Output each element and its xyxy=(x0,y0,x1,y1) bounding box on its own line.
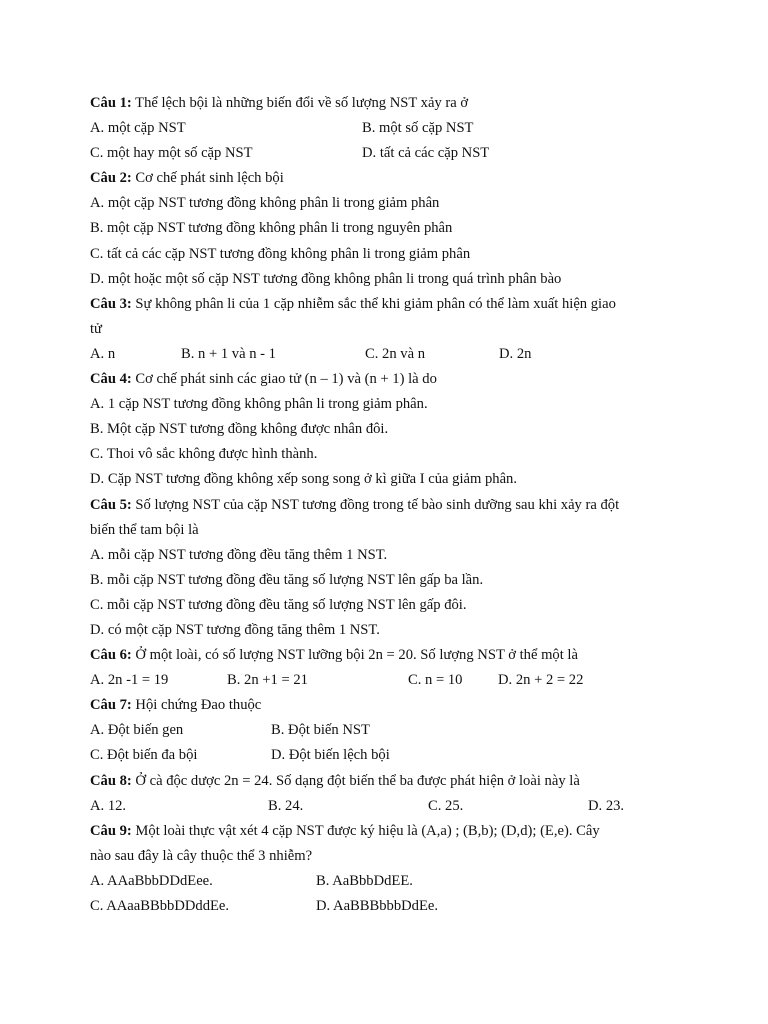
question-3-stem xyxy=(90,292,690,317)
question-3-options-row xyxy=(90,342,690,367)
question-6-label: Câu 6: xyxy=(90,647,132,664)
question-2-option-a: A. một cặp NST tương đồng không phân li trong giảm phân xyxy=(90,195,440,212)
question-3-label: Câu 3: xyxy=(90,295,132,312)
question-1-option-d: D. tất cả các cặp NST xyxy=(362,145,490,162)
question-1-stem xyxy=(90,91,690,116)
question-5-label: Câu 5: xyxy=(90,496,132,513)
question-9-option-c: C. AAaaBBbbDDddEe. xyxy=(90,898,230,914)
question-8-option-a: A. 12. xyxy=(90,797,127,814)
question-6-option-b: B. 2n +1 = 21 xyxy=(227,672,308,689)
question-8-option-b: B. 24. xyxy=(268,797,304,814)
question-8-option-d: D. 23. xyxy=(588,797,625,814)
question-3-option-a: A. n xyxy=(90,345,116,362)
question-6-option-a: A. 2n -1 = 19 xyxy=(90,672,169,689)
question-9-stem-continued: nào sau đây là cây thuộc thể 3 nhiễm? xyxy=(90,847,313,864)
question-8-option-c: C. 25. xyxy=(428,797,464,814)
question-9-label: Câu 9: xyxy=(90,822,132,839)
question-6-option-c: C. n = 10 xyxy=(408,672,463,689)
question-5-text: Số lượng NST của cặp NST tương đồng trong tế bào sinh dưỡng sau khi xảy ra đột xyxy=(135,496,620,513)
question-3-stem-continued: tử xyxy=(90,320,102,337)
question-5-option-d: D. có một cặp NST tương đồng tăng thêm 1 NST. xyxy=(90,621,380,638)
question-1-label: Câu 1: xyxy=(90,95,132,111)
question-7-options-row-1 xyxy=(90,718,690,743)
question-7-text: Hội chứng Đao thuộc xyxy=(135,697,262,714)
question-1-option-c: C. một hay một số cặp NST xyxy=(90,145,253,162)
question-2-stem xyxy=(90,166,690,191)
question-5-option-b: B. mỗi cặp NST tương đồng đều tăng số lượng NST lên gấp ba lần. xyxy=(90,571,484,588)
question-7-stem xyxy=(90,693,690,718)
question-1-option-b: B. một số cặp NST xyxy=(362,120,474,137)
question-4-stem xyxy=(90,367,690,392)
question-2-text: Cơ chế phát sinh lệch bội xyxy=(135,170,284,187)
question-9-text: Một loài thực vật xét 4 cặp NST được ký hiệu là (A,a) ; (B,b); (D,d); (E,e). Cây xyxy=(135,822,600,839)
question-3-option-c: C. 2n và n xyxy=(365,345,425,362)
question-3-option-d: D. 2n xyxy=(499,345,532,362)
question-4-text: Cơ chế phát sinh các giao tử (n – 1) và (n + 1) là do xyxy=(135,371,437,388)
question-2-option-d: D. một hoặc một số cặp NST tương đồng không phân li trong quá trình phân bào xyxy=(90,270,562,287)
question-7-option-a: A. Đột biến gen xyxy=(90,722,184,739)
question-7-option-c: C. Đột biến đa bội xyxy=(90,747,198,764)
question-7-label: Câu 7: xyxy=(90,697,132,714)
question-4-option-d: D. Cặp NST tương đồng không xếp song song ở kì giữa I của giảm phân. xyxy=(90,471,518,488)
question-3-option-b: B. n + 1 và n - 1 xyxy=(181,345,276,362)
question-4-label: Câu 4: xyxy=(90,371,132,388)
question-1-option-a: A. một cặp NST xyxy=(90,120,186,137)
question-1-options-row-1 xyxy=(90,116,690,141)
question-1-text: Thể lệch bội là những biến đổi về số lượng NST xảy ra ở xyxy=(135,95,469,111)
question-5-option-a: A. mỗi cặp NST tương đồng đều tăng thêm 1 NST. xyxy=(90,546,388,563)
question-9-option-a: A. AAaBbbDDdEee. xyxy=(90,872,213,889)
question-6-stem xyxy=(90,643,690,668)
question-5-stem xyxy=(90,493,690,518)
question-5-option-c: C. mỗi cặp NST tương đồng đều tăng số lượng NST lên gấp đôi. xyxy=(90,596,467,613)
question-7-option-b: B. Đột biến NST xyxy=(271,722,370,739)
question-9-stem xyxy=(90,819,690,844)
question-8-label: Câu 8: xyxy=(90,772,132,789)
question-5-stem-continued: biến thể tam bội là xyxy=(90,521,199,538)
question-4-option-a: A. 1 cặp NST tương đồng không phân li trong giảm phân. xyxy=(90,396,428,413)
question-4-option-c: C. Thoi vô sắc không được hình thành. xyxy=(90,446,318,463)
question-3-text: Sự không phân li của 1 cặp nhiễm sắc thể khi giảm phân có thể làm xuất hiện giao xyxy=(135,295,616,312)
quiz-page xyxy=(90,91,690,919)
question-7-option-d: D. Đột biến lệch bội xyxy=(271,747,390,764)
question-8-text: Ở cà độc dược 2n = 24. Số dạng đột biến thể ba được phát hiện ở loài này là xyxy=(135,772,580,789)
question-9-option-b: B. AaBbbDdEE. xyxy=(316,872,413,889)
question-9-option-d: D. AaBBBbbbDdEe. xyxy=(316,898,439,914)
question-7-options-row-2 xyxy=(90,743,690,768)
question-9-options-row-1 xyxy=(90,869,690,894)
question-6-option-d: D. 2n + 2 = 22 xyxy=(498,672,584,689)
question-6-text: Ở một loài, có số lượng NST lưỡng bội 2n = 20. Số lượng NST ở thể một là xyxy=(135,647,578,664)
question-6-options-row xyxy=(90,668,690,693)
question-4-option-b: B. Một cặp NST tương đồng không được nhân đôi. xyxy=(90,421,389,438)
question-2-option-b: B. một cặp NST tương đồng không phân li trong nguyên phân xyxy=(90,220,453,237)
question-2-option-c: C. tất cả các cặp NST tương đồng không phân li trong giảm phân xyxy=(90,245,471,262)
question-8-options-row xyxy=(90,794,690,819)
question-8-stem xyxy=(90,769,690,794)
question-2-label: Câu 2: xyxy=(90,170,132,187)
question-1-options-row-2 xyxy=(90,141,690,166)
question-9-options-row-2 xyxy=(90,894,690,919)
